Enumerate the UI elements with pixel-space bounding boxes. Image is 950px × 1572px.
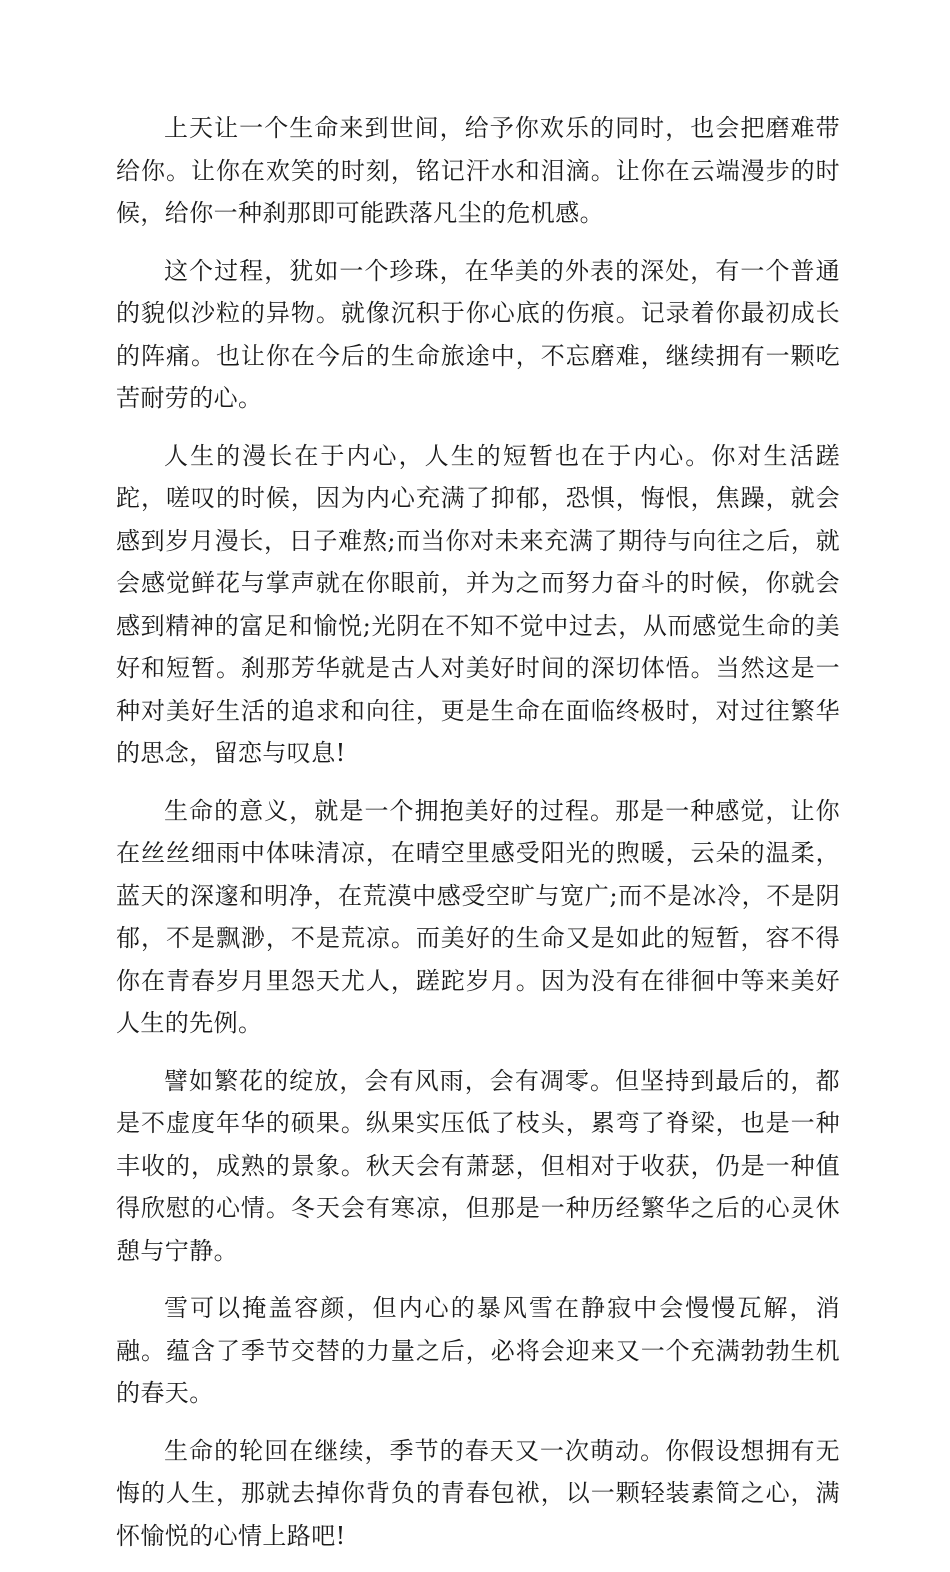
paragraph: 雪可以掩盖容颜，但内心的暴风雪在静寂中会慢慢瓦解，消融。蕴含了季节交替的力量之后，必将会迎来又一个充满勃勃生机的春天。 <box>116 1294 840 1407</box>
paragraph: 人生的漫长在于内心，人生的短暂也在于内心。你对生活蹉跎，嗟叹的时候，因为内心充满了抑郁，恐惧，悔恨，焦躁，就会感到岁月漫长，日子难熬;而当你对未来充满了期待与向往之后，就会感觉鲜花与掌声就在你眼前，并为之而努力奋斗的时候，你就会感到精神的富足和愉悦;光阴在不知不觉中过去，从而感觉生命的美好和短暂。刹那芳华就是古人对美好时间的深切体悟。当然这是一种对美好生活的追求和向往，更是生命在面临终极时，对过往繁华的思念，留恋与叹息! <box>116 441 840 767</box>
paragraph: 生命的轮回在继续，季节的春天又一次萌动。你假设想拥有无悔的人生，那就去掉你背负的青春包袱，以一颗轻装素简之心，满怀愉悦的心情上路吧! <box>116 1436 840 1550</box>
document-body <box>116 107 840 1572</box>
paragraph: 上天让一个生命来到世间，给予你欢乐的同时，也会把磨难带给你。让你在欢笑的时刻，铭记汗水和泪滴。让你在云端漫步的时候，给你一种刹那即可能跌落凡尘的危机感。 <box>116 114 840 227</box>
paragraph: 这个过程，犹如一个珍珠，在华美的外表的深处，有一个普通的貌似沙粒的异物。就像沉积于你心底的伤痕。记录着你最初成长的阵痛。也让你在今后的生命旅途中，不忘磨难，继续拥有一颗吃苦耐劳的心。 <box>116 256 840 412</box>
paragraph: 譬如繁花的绽放，会有风雨，会有凋零。但坚持到最后的，都是不虚度年华的硕果。纵果实压低了枝头，累弯了脊梁，也是一种丰收的，成熟的景象。秋天会有萧瑟，但相对于收获，仍是一种值得欣慰的心情。冬天会有寒凉，但那是一种历经繁华之后的心灵休憩与宁静。 <box>116 1066 840 1265</box>
paragraph: 生命的意义，就是一个拥抱美好的过程。那是一种感觉，让你在丝丝细雨中体味清凉，在晴空里感受阳光的煦暖，云朵的温柔，蓝天的深邃和明净，在荒漠中感受空旷与宽广;而不是冰冷，不是阴郁，不是飘渺，不是荒凉。而美好的生命又是如此的短暂，容不得你在青春岁月里怨天尤人，蹉跎岁月。因为没有在徘徊中等来美好人生的先例。 <box>116 796 840 1037</box>
